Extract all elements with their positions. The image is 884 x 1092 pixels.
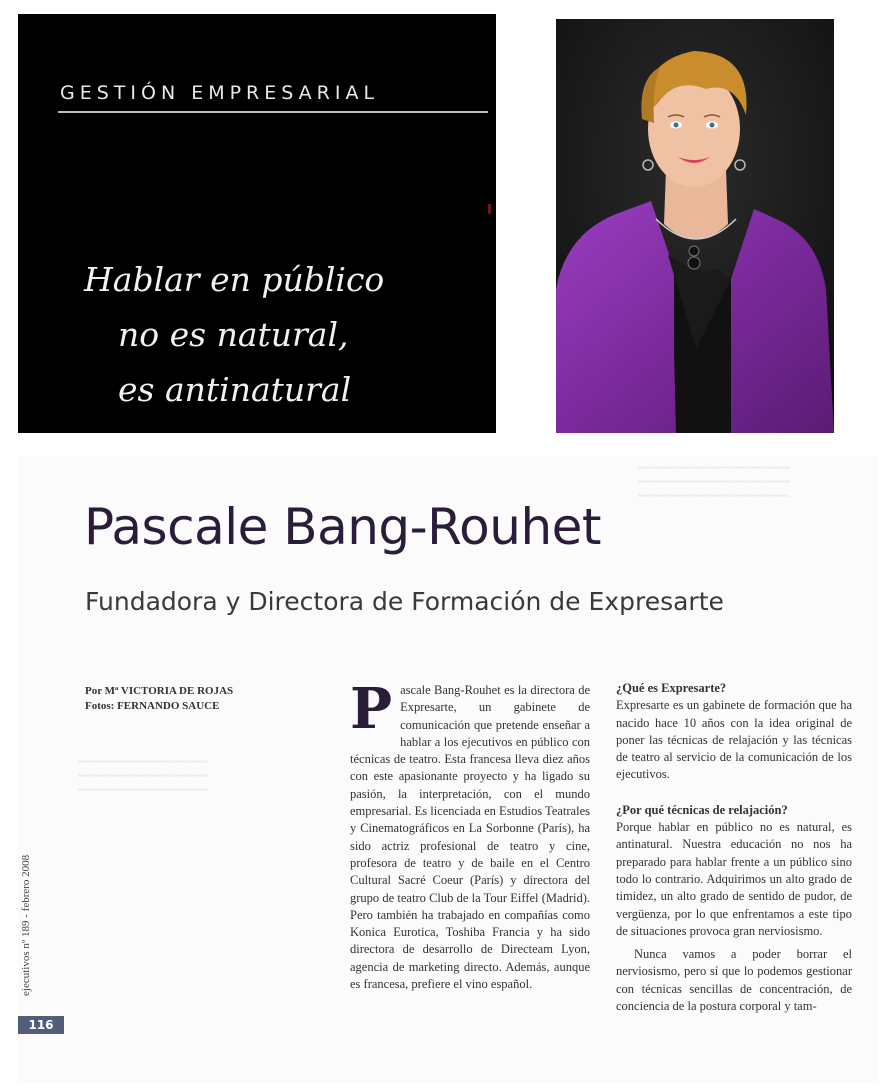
headline-line-3: es antinatural: [118, 370, 352, 409]
edge-mark: [488, 204, 491, 214]
article-column-interview: [616, 680, 852, 1015]
article-page: [18, 456, 878, 1082]
headline-banner: [18, 14, 496, 433]
portrait-illustration: [556, 19, 834, 433]
qa-block-2: [616, 802, 852, 940]
bleed-through-text: ~~~~~~~~~~~~~~~~~~~~~~~~~~~~ ~~~~~~~~~~~~~~~~~~~~~~~~~~~~ ~~~~~~~~~~~~~~~~~~~~~~~~~~~~: [638, 463, 790, 502]
issue-footer: ejecutivos nº 189 - febrero 2008: [20, 854, 32, 996]
portrait-photo: [556, 19, 834, 433]
article-subtitle: Fundadora y Directora de Formación de Expresarte: [85, 587, 724, 616]
article-column-intro: [350, 676, 590, 993]
section-divider: [58, 111, 488, 113]
question-2: ¿Por qué técnicas de relajación?: [616, 802, 788, 817]
answer-1: Expresarte es un gabinete de formación que ha nacido hace 10 años con la idea original de poner las técnicas de relajación y las técnicas de teatro al servicio de la comunicación de los ejecutivos.: [616, 698, 852, 782]
byline-author: Por Mª VICTORIA DE ROJAS: [85, 685, 234, 697]
headline-line-1: Hablar en público: [84, 260, 385, 299]
page-number: 116: [18, 1016, 64, 1034]
answer-2: Porque hablar en público no es natural, es antinatural. Nuestra educación no nos ha preparado para hablar frente a un público sino todo lo contrario. Adquirimos un alto grado de timidez, un alto grado de sentido de pudor, de vergüenza, por lo que enfrentamos a este tipo de situaciones provoca gran nerviosismo.: [616, 820, 852, 938]
byline: [85, 684, 233, 714]
qa-block-1: [616, 680, 852, 784]
headline-line-2: no es natural,: [118, 315, 349, 354]
intro-text: ascale Bang-Rouhet es la directora de Expresarte, un gabinete de comunicación que pretende enseñar a hablar a los ejecutivos en público con técnicas de teatro. Esta francesa lleva diez años con este apasionante proyecto y ha ligado su pasión, la interpretación, con el mundo empresarial. Es licenciada en Estudios Teatrales y Cinematográficos en La Sorbonne (París), ha sido actriz profesional de teatro y cine, profesora de teatro y de baile en el Centro Cultural Sacré Coeur (París) y directora del grupo de teatro Club de la Tour Eiffel (Madrid). Pero también ha trabajado en compañías como Konica Eurotica, Toshiba Francia y ha sido directora de desarrollo de Directeam Lyon, agencia de marketing directo. Además, aunque es francesa, prefiere el vino español.: [350, 683, 590, 992]
drop-cap: P: [350, 676, 393, 742]
answer-3: Nunca vamos a poder borrar el nerviosismo, pero sí que lo podemos gestionar con técnicas sencillas de concentración, de conciencia de la postura corporal y tam-: [616, 947, 852, 1014]
question-1: ¿Qué es Expresarte?: [616, 681, 727, 695]
byline-photos: Fotos: FERNANDO SAUCE: [85, 700, 220, 712]
section-label: GESTIÓN EMPRESARIAL: [60, 82, 380, 104]
bleed-through-text: ~~~~~~~~~~~~~~~~~~~~~~~~ ~~~~~~~~~~~~~~~~~~~~~~~~ ~~~~~~~~~~~~~~~~~~~~~~~~: [78, 757, 208, 796]
article-title: Pascale Bang-Rouhet: [84, 498, 602, 556]
